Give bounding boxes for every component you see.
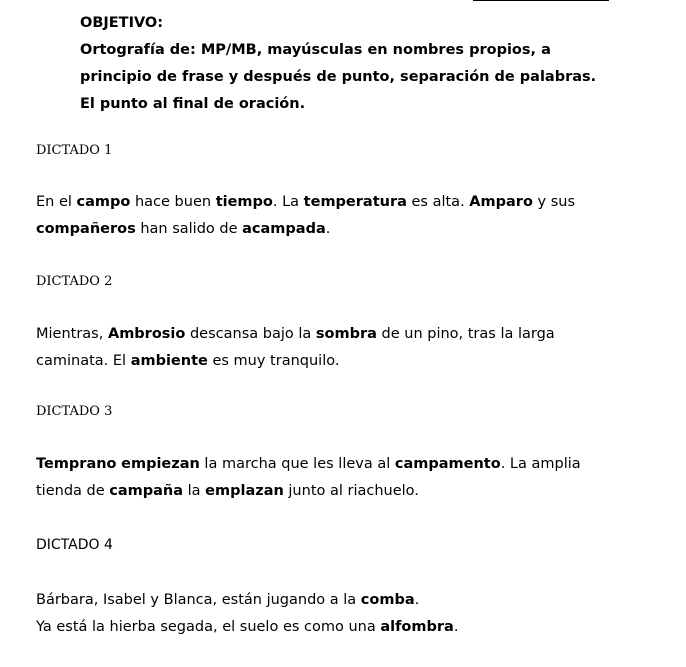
objective-line-2: principio de frase y después de punto, separación de palabras. bbox=[80, 69, 597, 85]
dictado-1-line-2 bbox=[36, 216, 575, 243]
bold-word: tiempo bbox=[215, 194, 273, 210]
bold-word: sombra bbox=[315, 326, 377, 342]
dictado-1-title: DICTADO 1 bbox=[36, 143, 113, 158]
text-run: . bbox=[325, 221, 331, 237]
dictado-3-line-2 bbox=[36, 478, 581, 505]
text-run: hace buen bbox=[130, 194, 216, 210]
bold-word: empiezan bbox=[121, 456, 200, 472]
text-run: . La amplia bbox=[500, 456, 581, 472]
dictado-1-text bbox=[36, 189, 575, 243]
top-rule bbox=[473, 0, 609, 1]
dictado-3-text bbox=[36, 451, 581, 505]
bold-word: temperatura bbox=[303, 194, 407, 210]
text-run: descansa bajo la bbox=[185, 326, 316, 342]
dictado-3-line-1 bbox=[36, 451, 581, 478]
objective-line-1: Ortografía de: MP/MB, mayúsculas en nombres propios, a bbox=[80, 42, 551, 58]
text-run: En el bbox=[36, 194, 77, 210]
text-run: es muy tranquilo. bbox=[207, 353, 340, 369]
bold-word: campaña bbox=[109, 483, 184, 499]
objective-label: OBJETIVO: bbox=[80, 15, 164, 31]
text-run: . bbox=[453, 619, 459, 635]
dictado-1-line-1 bbox=[36, 189, 575, 216]
objective-line-3: El punto al final de oración. bbox=[80, 96, 306, 112]
bold-word: Ambrosio bbox=[107, 326, 186, 342]
text-run: Bárbara, Isabel y Blanca, están jugando a la bbox=[36, 592, 361, 608]
bold-word: acampada bbox=[242, 221, 326, 237]
bold-word: comba bbox=[360, 592, 415, 608]
bold-word: campamento bbox=[394, 456, 501, 472]
bold-word: campo bbox=[76, 194, 131, 210]
dictado-2-line-1 bbox=[36, 321, 555, 348]
dictado-4-title: DICTADO 4 bbox=[36, 537, 113, 553]
text-run: la marcha que les lleva al bbox=[199, 456, 395, 472]
text-run: . bbox=[414, 592, 420, 608]
dictado-4-text bbox=[36, 587, 458, 641]
bold-word: Temprano bbox=[36, 456, 117, 472]
dictado-2-title: DICTADO 2 bbox=[36, 274, 113, 289]
text-run: Mientras, bbox=[36, 326, 108, 342]
text-run: junto al riachuelo. bbox=[283, 483, 419, 499]
text-run: caminata. El bbox=[36, 353, 131, 369]
text-run: la bbox=[183, 483, 206, 499]
dictado-4-line-2 bbox=[36, 614, 458, 641]
bold-word: emplazan bbox=[205, 483, 284, 499]
bold-word: alfombra bbox=[380, 619, 454, 635]
dictado-3-title: DICTADO 3 bbox=[36, 404, 113, 419]
text-run: es alta. bbox=[406, 194, 470, 210]
bold-word: ambiente bbox=[130, 353, 208, 369]
objective-block bbox=[80, 10, 596, 118]
bold-word: compañeros bbox=[36, 221, 136, 237]
text-run: han salido de bbox=[135, 221, 243, 237]
text-run: y sus bbox=[532, 194, 576, 210]
dictado-2-text bbox=[36, 321, 555, 375]
text-run: Ya está la hierba segada, el suelo es como una bbox=[36, 619, 381, 635]
dictado-2-line-2 bbox=[36, 348, 555, 375]
text-run: . La bbox=[272, 194, 304, 210]
bold-word: Amparo bbox=[469, 194, 533, 210]
text-run: de un pino, tras la larga bbox=[376, 326, 555, 342]
dictado-4-line-1 bbox=[36, 587, 458, 614]
text-run: tienda de bbox=[36, 483, 110, 499]
